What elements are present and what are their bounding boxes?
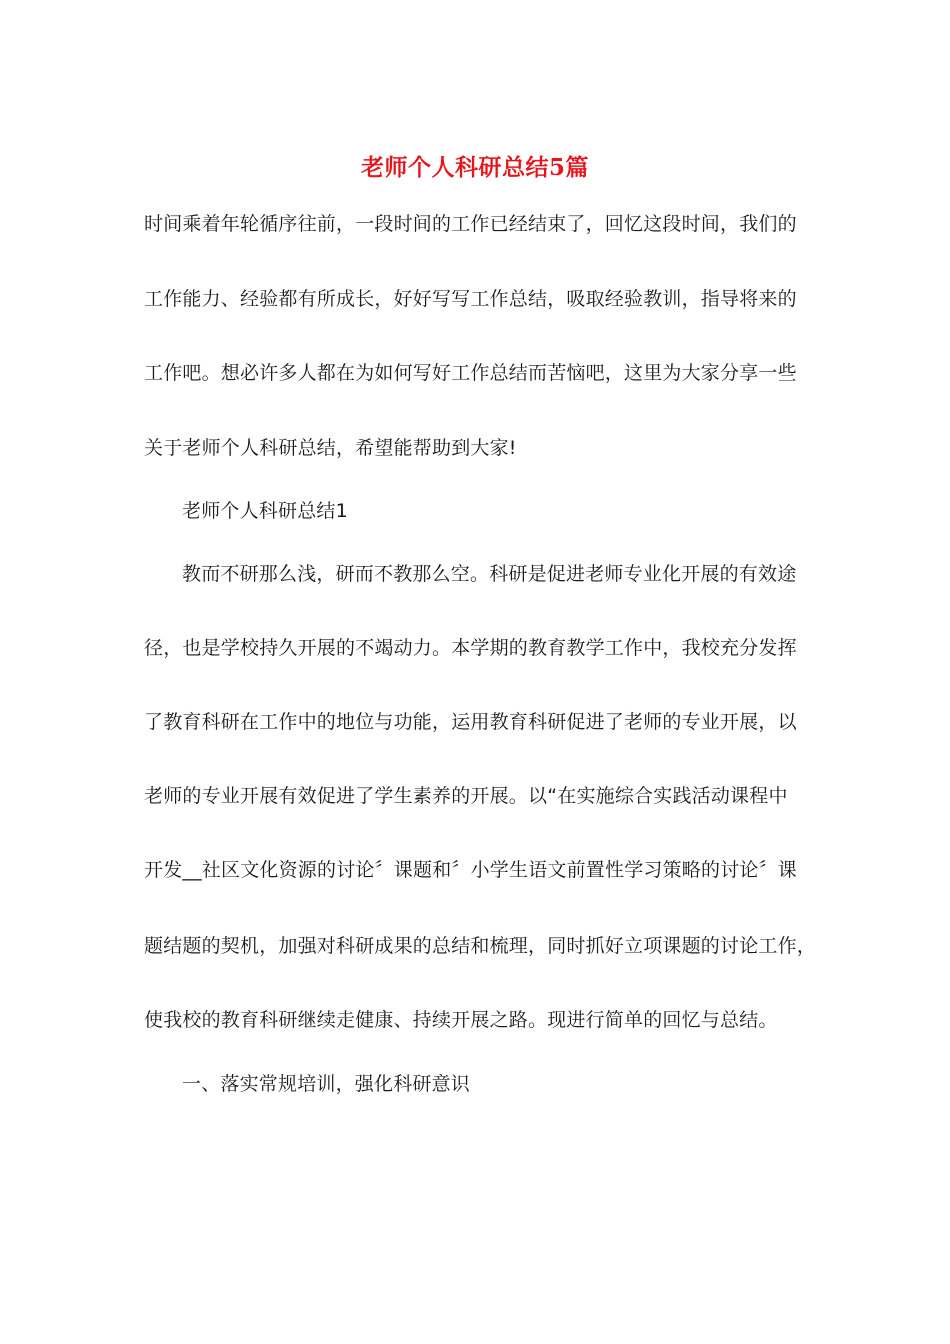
subsection-heading: 一、落实常规培训，强化科研意识 [182,1073,471,1095]
paragraph-line: 老师的专业开展有效促进了学生素养的开展。以“在实施综合实践活动课程中 [144,785,788,807]
paragraph-line: 关于老师个人科研总结，希望能帮助到大家! [144,437,517,459]
section-heading: 老师个人科研总结1 [182,500,348,522]
paragraph-line: 工作能力、经验都有所成长，好好写写工作总结，吸取经验教训，指导将来的 [144,288,797,310]
paragraph-line: 使我校的教育科研继续走健康、持续开展之路。现进行简单的回忆与总结。 [144,1009,778,1031]
paragraph-line: 工作吧。想必许多人都在为如何写好工作总结而苦恼吧，这里为大家分享一些 [144,362,797,384]
paragraph-line: 时间乘着年轮循序往前，一段时间的工作已经结束了，回忆这段时间，我们的 [144,213,797,235]
paragraph-line: 了教育科研在工作中的地位与功能，运用教育科研促进了老师的专业开展，以 [144,711,797,733]
paragraph-line: 题结题的契机，加强对科研成果的总结和梳理，同时抓好立项课题的讨论工作， [144,935,817,957]
paragraph-line: 教而不研那么浅，研而不教那么空。科研是促进老师专业化开展的有效途 [182,563,797,585]
document-title: 老师个人科研总结5篇 [360,154,589,181]
paragraph-line: 开发__社区文化资源的讨论〞课题和〞小学生语文前置性学习策略的讨论〞课 [144,859,798,881]
paragraph-line: 径，也是学校持久开展的不竭动力。本学期的教育教学工作中，我校充分发挥 [144,637,797,659]
